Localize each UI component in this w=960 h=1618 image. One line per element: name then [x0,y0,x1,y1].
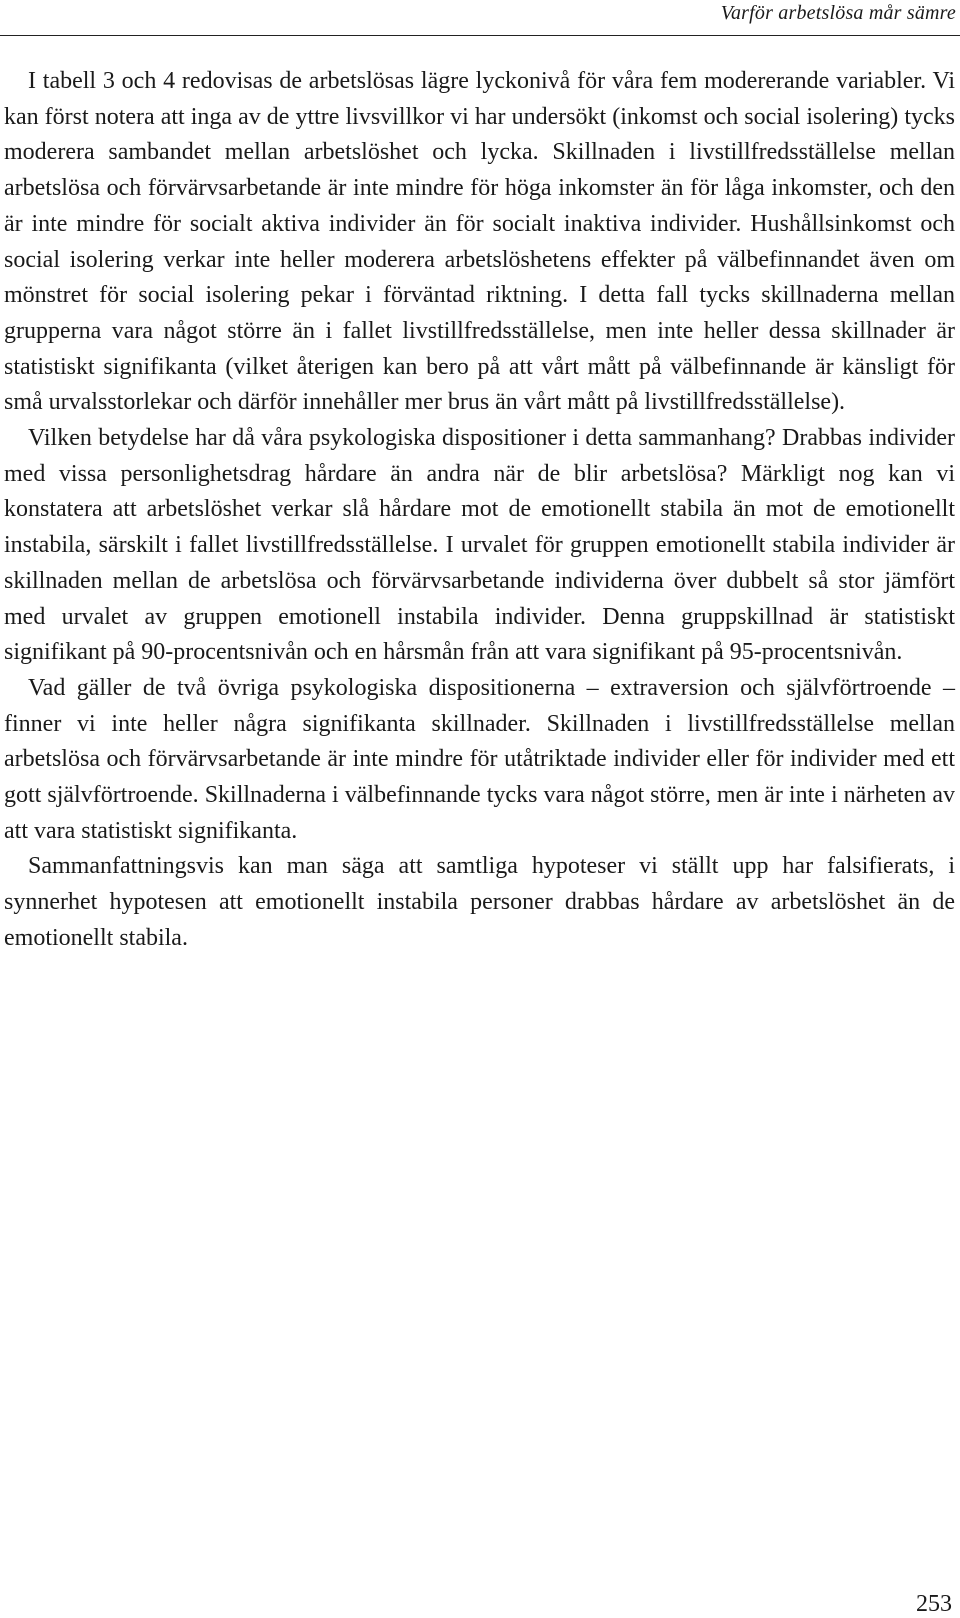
paragraph: I tabell 3 och 4 redovisas de arbetslösas lägre lyckonivå för våra fem modererande variabler. Vi kan först notera att inga av de yttre livsvillkor vi har undersökt (inkomst och social isolering) tycks moderera sambandet mellan arbetslöshet och lycka. Skillnaden i livstillfredsställelse mellan arbetslösa och förvärvsarbetande är inte mindre för höga inkomster än för låga inkomster, och den är inte mindre för socialt aktiva individer än för socialt inaktiva individer. Hushållsinkomst och social isolering verkar inte heller moderera arbetslöshetens effekter på välbefinnandet även om mönstret för social isolering pekar i förväntad riktning. I detta fall tycks skillnaderna mellan grupperna vara något större än i fallet livstillfredsställelse, men inte heller dessa skillnader är statistiskt signifikanta (vilket återigen kan bero på att vårt mått på välbefinnande är känsligt för små urvalsstorlekar och därför innehåller mer brus än vårt mått på livstillfredsställelse). [4,68,955,416]
header-rule [0,35,960,36]
paragraph: Vad gäller de två övriga psykologiska dispositionerna – extraversion och självförtroende – finner vi inte heller några signifikanta skillnader. Skillnaden i livstillfredsställelse mellan arbetslösa och förvärvsarbetande är inte mindre för utåtriktade individer eller för individer med ett gott självförtroende. Skillnaderna i välbefinnande tycks vara något större, men är inte i närheten av att vara statistiskt signifikanta. [4,674,955,844]
running-head-title: Varför arbetslösa mår sämre [720,2,956,24]
paragraph: Vilken betydelse har då våra psykologiska dispositioner i detta sammanhang? Drabbas individer med vissa personlighetsdrag hårdare än andra när de blir arbetslösa? Märkligt nog kan vi konstatera att arbetslöshet verkar slå hårdare mot de emotionellt stabila än mot de emotionellt instabila, särskilt i fallet livstillfredsställelse. I urvalet för gruppen emotionellt stabila individer är skillnaden mellan de arbetslösa och förvärvsarbetande individerna över dubbelt så stor jämfört med urvalet av gruppen emotionell instabila individer. Denna gruppskillnad är statistiskt signifikant på 90-procentsnivån och en hårsmån från att vara signifikant på 95-procentsnivån. [4,425,955,666]
body-text [4,64,955,957]
paragraph: Sammanfattningsvis kan man säga att samtliga hypoteser vi ställt upp har falsifierats, i synnerhet hypotesen att emotionellt instabila personer drabbas hårdare av arbetslöshet än de emotionellt stabila. [4,853,955,951]
page-number: 253 [916,1591,952,1617]
